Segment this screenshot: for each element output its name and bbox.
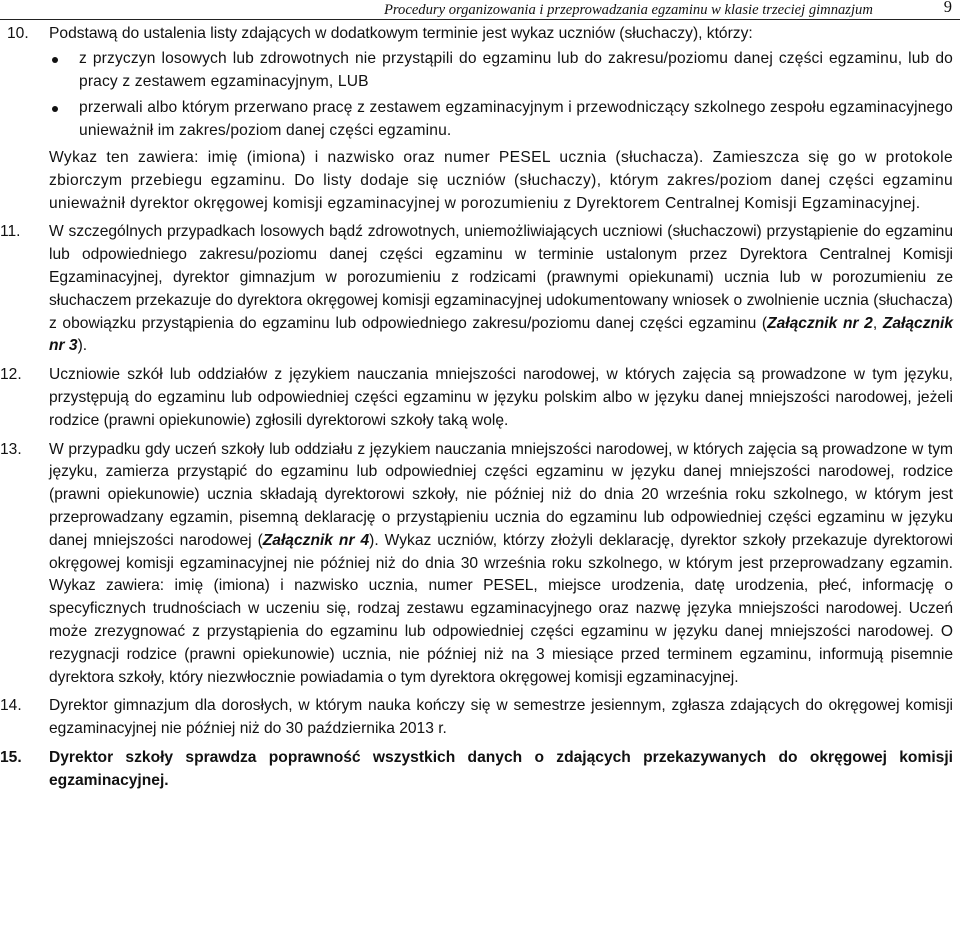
item-11-text: W szczególnych przypadkach losowych bądź zdrowotnych, uniemożliwiających uczniowi (słuchaczowi) przystąpienie do egzaminu lub odpowiedniego zakresu/poziomu danej części egzaminu w terminie ustalonym przez Dyrektora Centralnej Komisji Egzaminacyjnej, dyrektor gimnazjum w porozumieniu z rodzicami (prawnymi opiekunami) ucznia lub w porozumieniu ze słuchaczem przekazuje do dyrektora okręgowej komisji egzaminacyjnej udokumentowany wniosek o zwolnienie ucznia (słuchacza) z obowiązku przystąpienia do egzaminu lub odpowiedniego zakresu/poziomu danej części egzaminu bbox=[49, 223, 953, 332]
item-11-sep: , bbox=[872, 314, 883, 332]
list-item-15 bbox=[0, 747, 960, 793]
bullet-text: z przyczyn losowych lub zdrowotnych nie przystąpili do egzaminu lub do zakresu/poziomu danej części egzaminu, lub do pracy z zestawem egzaminacyjnym, LUB bbox=[79, 49, 953, 90]
item-number: 15. bbox=[0, 748, 22, 766]
item-11-ref1: Załącznik nr 2 bbox=[767, 314, 873, 332]
item-11-close: ). bbox=[77, 337, 88, 355]
item-10-para2: Zamieszcza się go w protokole zbiorczym przebiegu egzaminu. Do listy dodaje się uczniów (słuchaczy), którym zakres/poziom danej części egzaminu unieważnił dyrektor okręgowej komisji egzaminacyjnej w porozumieniu z Dyrektorem Centralnej Komisji Egzaminacyjnej. bbox=[49, 148, 953, 212]
item-number: 13. bbox=[0, 440, 22, 458]
list-item-14 bbox=[0, 695, 960, 741]
list-item-13 bbox=[0, 439, 960, 690]
header-rule bbox=[0, 19, 960, 20]
item-12-text: Uczniowie szkół lub oddziałów z językiem nauczania mniejszości narodowej, w których zajęcia są prowadzone w tym języku, przystępują do egzaminu lub odpowiedniej części egzaminu w języku polskim albo w języku danej mniejszości narodowej, jeżeli rodzice (prawni opiekunowie) zgłosili dyrektorowi szkoły taką wolę. bbox=[49, 366, 953, 429]
item-number: 14. bbox=[0, 697, 22, 715]
bullet-dot-icon bbox=[52, 106, 58, 112]
item-13-ref: Załącznik nr 4 bbox=[262, 531, 370, 549]
header-title: Procedury organizowania i przeprowadzania egzaminu w klasie trzeciej gimnazjum bbox=[384, 2, 873, 18]
item-13-text-before: W przypadku gdy uczeń szkoły lub oddziału z językiem nauczania mniejszości narodowej, w których zajęcia są prowadzone w tym języku, zamierza przystąpić do egzaminu lub odpowiedniej części egzaminu w języku danej mniejszości narodowej, rodzice (prawni opiekunowie) ucznia składają dyrektorowi szkoły, nie później niż do dnia 20 września roku szkolnego, w którym jest przeprowadzany egzamin, pisemną deklarację o przystąpieniu ucznia do egzaminu lub odpowiedniej części egzaminu w języku danej mniejszości narodowej ( bbox=[49, 440, 953, 549]
item-15-text: Dyrektor szkoły sprawdza poprawność wszystkich danych o zdających przekazywanych do okręgowej komisji egzaminacyjnej. bbox=[49, 748, 953, 789]
document-body bbox=[0, 23, 960, 799]
list-item-11 bbox=[0, 221, 960, 358]
item-10-paragraph bbox=[49, 147, 953, 215]
page-number: 9 bbox=[943, 0, 952, 16]
bullet-item bbox=[49, 97, 953, 143]
item-number: 11. bbox=[0, 223, 21, 241]
item-10-bullets bbox=[49, 48, 953, 143]
item-10-intro: Podstawą do ustalenia listy zdających w dodatkowym terminie jest wykaz uczniów (słuchaczy), którzy: bbox=[49, 25, 753, 42]
item-11-ref2: Załącznik nr 3 bbox=[49, 314, 954, 355]
page-header bbox=[0, 0, 960, 18]
list-item-12 bbox=[0, 364, 960, 432]
bullet-text: przerwali albo którym przerwano pracę z zestawem egzaminacyjnym i przewodniczący szkolnego zespołu egzaminacyjnego unieważnił im zakres/poziom danej części egzaminu. bbox=[79, 99, 953, 140]
item-13-text-after: ). Wykaz uczniów, którzy złożyli deklarację, dyrektor szkoły przekazuje dyrektorowi okręgowej komisji egzaminacyjnej nie później niż do dnia 30 września roku szkolnego, w którym jest przeprowadzany egzamin. Wykaz zawiera: imię (imiona) i nazwisko ucznia, numer PESEL, miejsce urodzenia, datę urodzenia, płeć, informację o specyficznych trudnościach w uczeniu się, rodzaj zestawu egzaminacyjnego oraz nazwę języka mniejszości narodowej. Uczeń może zrezygnować z przystąpienia do egzaminu lub odpowiedniej części egzaminu w języku danej mniejszości narodowej. O rezygnacji rodzice (prawni opiekunowie) ucznia, nie później niż na 3 miesiące przed terminem egzaminu, informują pisemnie dyrektora szkoły, który niezwłocznie powiadamia o tym dyrektora okręgowej komisji egzaminacyjnej. bbox=[49, 531, 953, 686]
item-14-text: Dyrektor gimnazjum dla dorosłych, w którym nauka kończy się w semestrze jesiennym, zgłasza zdających do okręgowej komisji egzaminacyjnej nie później niż do 30 października 2013 r. bbox=[49, 697, 953, 738]
item-10-para1: Wykaz ten zawiera: imię (imiona) i nazwisko oraz numer PESEL ucznia (słuchacza). bbox=[49, 148, 704, 166]
item-11-open-paren: ( bbox=[756, 314, 768, 332]
bullet-dot-icon bbox=[52, 57, 58, 63]
item-number: 10. bbox=[7, 25, 29, 42]
list-item-10 bbox=[0, 23, 960, 215]
bullet-item bbox=[49, 48, 953, 94]
item-number: 12. bbox=[0, 366, 22, 384]
